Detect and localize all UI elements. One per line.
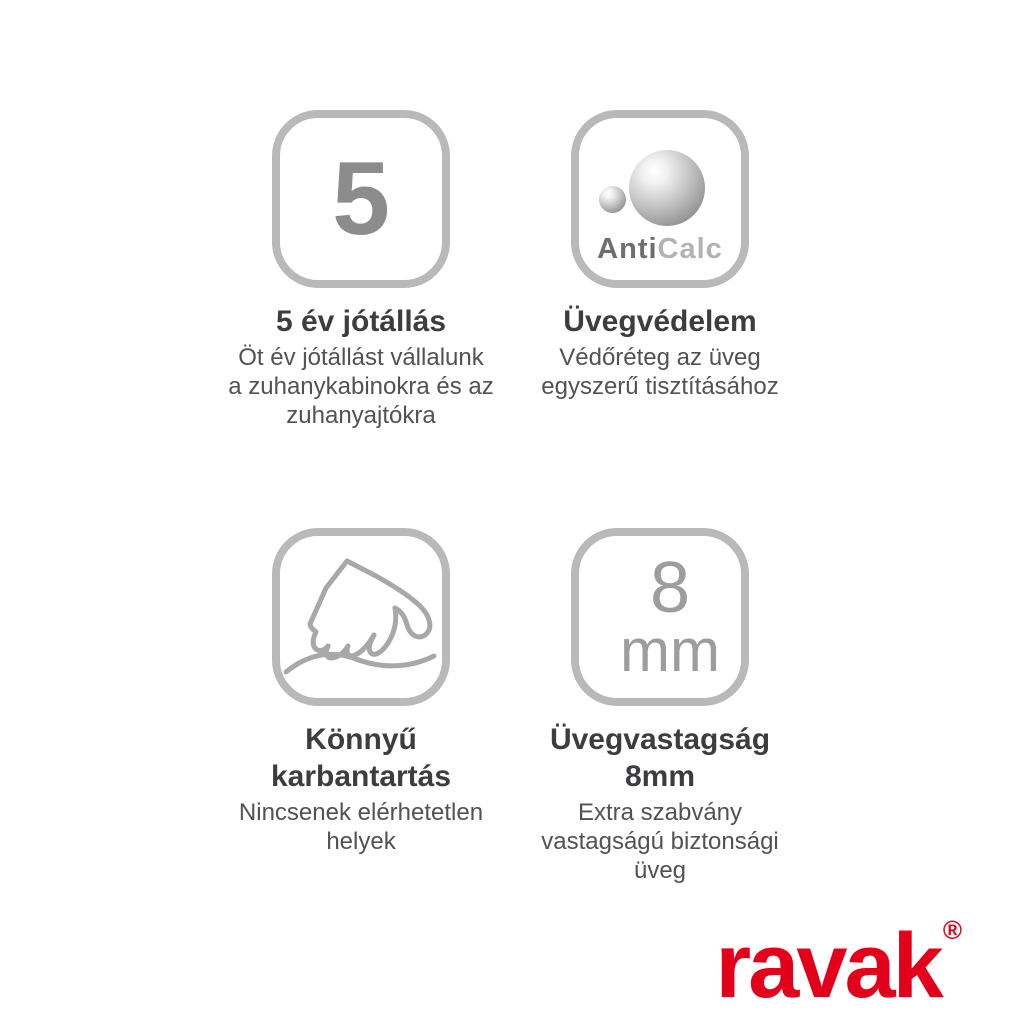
- anticalc-label: AntiCalc: [597, 233, 723, 265]
- bubble-small-icon: [599, 186, 626, 213]
- feature-title-glass-thickness: Üvegvastagság 8mm: [549, 723, 771, 793]
- feature-description-warranty: Öt év jótállást vállalunk a zuhanykabinokra és az zuhanyajtókra: [228, 344, 494, 429]
- hand-icon-svg: [280, 536, 442, 698]
- 8mm-text: 8 mm: [620, 548, 720, 684]
- warranty-5-badge-icon: [272, 110, 450, 288]
- bubble-large-icon: [629, 150, 705, 226]
- glass-thickness-8mm-icon: [571, 528, 749, 706]
- ravak-logo: [715, 915, 962, 1017]
- feature-title-warranty: 5 év jótállás: [275, 305, 447, 338]
- feature-card-glass-thickness: [514, 528, 806, 885]
- feature-title-glass-protection: Üvegvédelem: [563, 305, 757, 338]
- registered-trademark-icon: ®: [942, 915, 962, 945]
- feature-card-glass-protection: [514, 110, 806, 401]
- feature-card-easy-maintenance: [215, 528, 507, 856]
- hand-icon: [272, 528, 450, 706]
- anticalc-bubbles-icon: [571, 110, 749, 288]
- feature-description-glass-thickness: Extra szabvány vastagságú biztonsági üveg: [541, 799, 779, 884]
- feature-card-warranty: [215, 110, 507, 430]
- feature-title-easy-maintenance: Könnyű karbantartás: [270, 723, 452, 793]
- ravak-logo-text: ravak: [715, 915, 941, 1017]
- feature-description-glass-protection: Védőréteg az üveg egyszerű tisztításához: [541, 344, 779, 400]
- feature-description-easy-maintenance: Nincsenek elérhetetlen helyek: [238, 799, 484, 855]
- warranty-number: 5: [332, 141, 390, 257]
